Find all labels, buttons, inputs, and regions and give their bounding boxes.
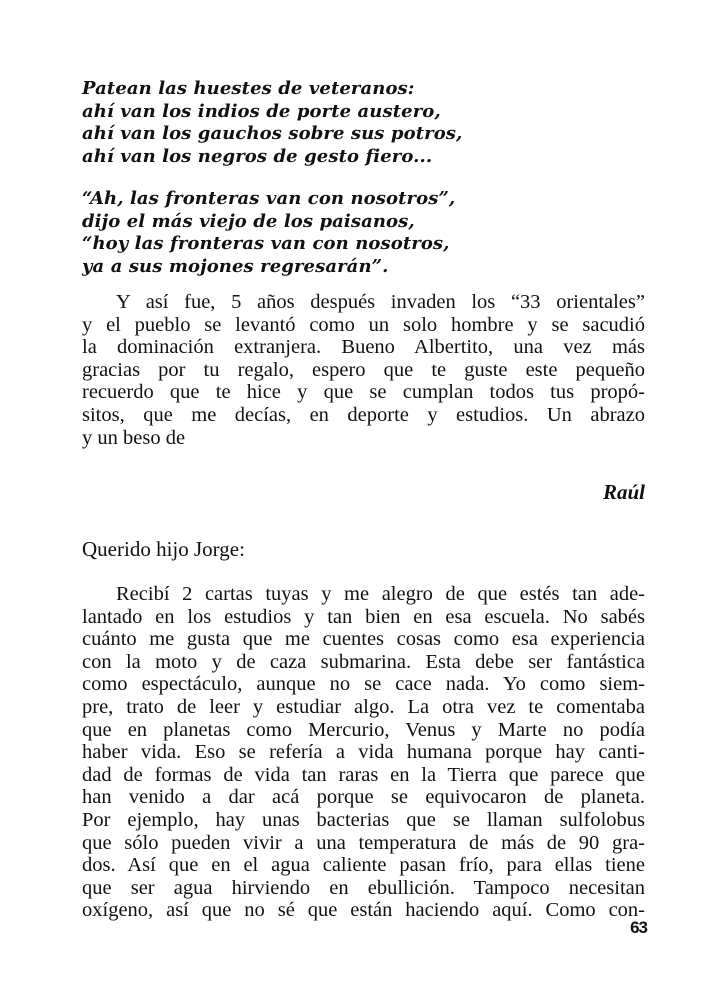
text-line: como espectáculo, aunque no se cace nada. Yo como siem- <box>82 673 645 696</box>
text-line: lantado en los estudios y tan bien en esa escuela. No sabés <box>82 605 645 628</box>
text-line: Por ejemplo, hay unas bacterias que se llaman sulfolobus <box>82 808 645 831</box>
letter-1-paragraph <box>82 291 645 449</box>
text-line: Recibí 2 cartas tuyas y me alegro de que estés tan ade- <box>116 583 645 605</box>
poem-line: dijo el más viejo de los paisanos, <box>82 210 415 232</box>
text-line: sitos, que me decías, en deporte y estudios. Un abrazo <box>82 403 645 426</box>
text-line: oxígeno, así que no sé que están haciendo aquí. Como con- <box>82 899 645 922</box>
text-line: cuánto me gusta que me cuentes cosas como esa experiencia <box>82 628 645 651</box>
text-line: la dominación extranjera. Bueno Albertito, una vez más <box>82 336 645 359</box>
text-line: y un beso de <box>82 426 186 449</box>
poem-line: ahí van los gauchos sobre sus potros, <box>82 123 463 144</box>
text-line: haber vida. Eso se refería a vida humana porque hay canti- <box>82 741 645 764</box>
poem-stanza-1 <box>82 78 462 168</box>
poem-line: ahí van los negros de gesto fiero... <box>82 145 433 167</box>
text-line: pre, trato de leer y estudiar algo. La otra vez te comentaba <box>82 695 645 718</box>
text-line: recuerdo que te hice y que se cumplan todos tus propó- <box>82 381 645 404</box>
poem-line: “hoy las fronteras van con nosotros, <box>82 233 450 254</box>
letter-1-signature: Raúl <box>602 480 645 504</box>
text-line: dad de formas de vida tan raras en la Tierra que parece que <box>82 763 645 786</box>
text-line: que en planetas como Mercurio, Venus y Marte no podía <box>82 718 645 741</box>
text-line: y el pueblo se levantó como un solo hombre y se sacudió <box>82 313 645 336</box>
text-line: han venido a dar acá porque se equivocaron de planeta. <box>82 786 645 809</box>
poem-line: Patean las huestes de veteranos: <box>82 78 415 99</box>
text-line: que sólo pueden vivir a una temperatura de más de 90 gra- <box>82 831 645 854</box>
text-line: que ser agua hirviendo en ebullición. Tampoco necesitan <box>82 876 645 899</box>
text-line: Y así fue, 5 años después invaden los “33 orientales” <box>116 291 645 313</box>
text-line: gracias por tu regalo, espero que te guste este pequeño <box>82 358 645 381</box>
letter-2-salutation: Querido hijo Jorge: <box>82 537 245 561</box>
text-line: con la moto y de caza submarina. Esta debe ser fantástica <box>82 650 645 673</box>
poem-line: ahí van los indios de porte austero, <box>82 100 441 122</box>
poem-line: ya a sus mojones regresarán”. <box>82 255 389 277</box>
poem-line: “Ah, las fronteras van con nosotros”, <box>82 188 456 209</box>
letter-2-paragraph <box>82 583 645 922</box>
text-line: dos. Así que en el agua caliente pasan frío, para ellas tiene <box>82 854 645 877</box>
page-number: 63 <box>630 918 647 937</box>
poem-stanza-2 <box>82 188 455 278</box>
